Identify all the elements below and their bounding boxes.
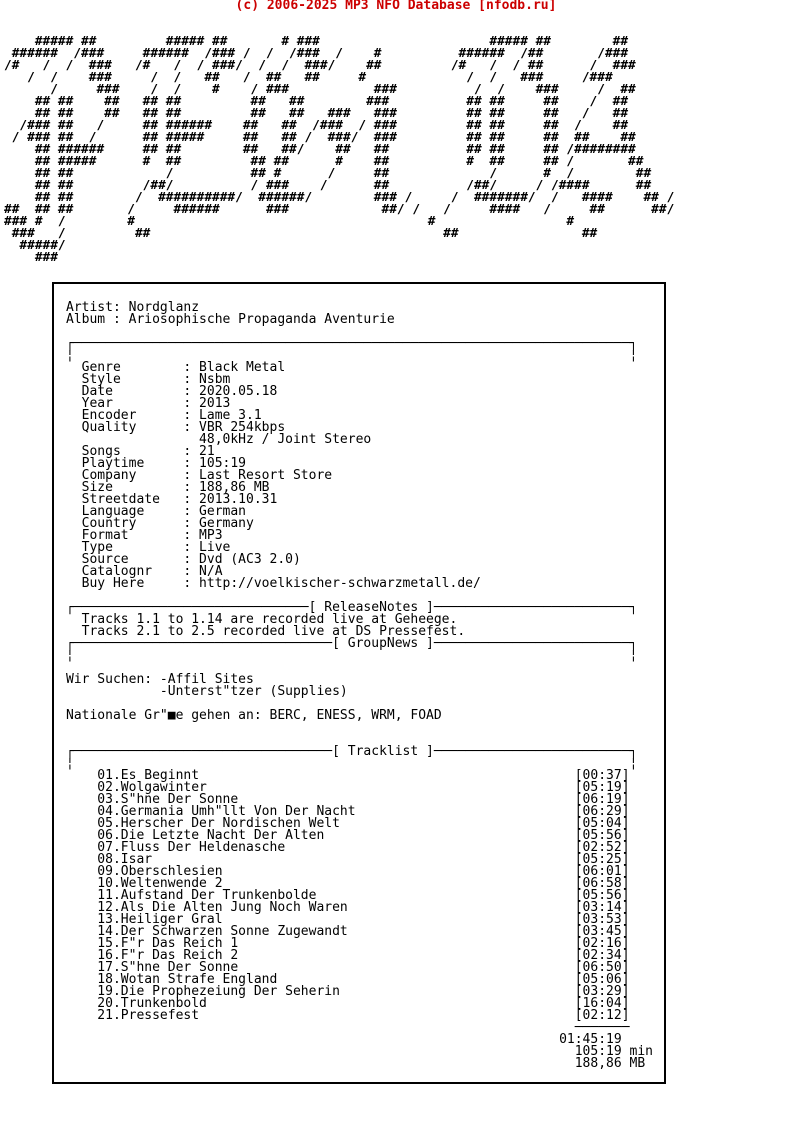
tracklist-header: ┌─────────────────────────────────[ Tracklist ]─────────────────────────┐: [66, 744, 638, 759]
info-box-top: ┌───────────────────────────────────────────────────────────────────────┐: [66, 336, 638, 351]
track-line: 18.Wotan Strafe England [05:06]: [66, 972, 630, 987]
releasenotes-line: Tracks 1.1 to 1.14 are recorded live at Geheege.: [66, 612, 458, 627]
info-line-language: Language : German: [66, 504, 247, 519]
track-line: 05.Herscher Der Nordischen Welt [05:04]: [66, 816, 630, 831]
groupnews-line: Nationale Gr"■e gehen an: BERC, ENESS, WRM, FOAD: [66, 708, 442, 723]
info-line-encoder: Encoder : Lame 3.1: [66, 408, 262, 423]
site-credit-header: (c) 2006-2025 MP3 NFO Database [nfodb.ru]: [235, 0, 557, 13]
groupnews-box-side: ¦ ¦: [66, 648, 638, 663]
track-line: 12.Als Die Alten Jung Noch Waren [03:14]: [66, 900, 630, 915]
track-line: 21.Pressefest [02:12]: [66, 1008, 630, 1023]
groupnews-line: -Unterst"tzer (Supplies): [66, 684, 348, 699]
info-line-type: Type : Live: [66, 540, 231, 555]
track-line: 10.Weltenwende 2 [06:58]: [66, 876, 630, 891]
info-box-side: ¦ ¦: [66, 348, 638, 363]
info-line-catalognr: Catalognr : N/A: [66, 564, 223, 579]
info-line-format: Format : MP3: [66, 528, 223, 543]
track-line: 11.Aufstand Der Trunkenbolde [05:56]: [66, 888, 630, 903]
ascii-art-logo: ##### ## ##### ## # ### ##### ## ## ###### /### ###### /### / / /### / # ###### /## /### /# / / ### /# / / ###/ / / ###/ ## /# / / ## / ### / / ### / / ## / ## ## # / / ### /### / ### / / # / ### ### / / ### / ## ## ## ## ## ## ## ## ### ## ## ## / ## ## ## ## ## ## ## ## ### ### ## ## ## / ## /### ## / ## ###### ## ## /### / ### ## ## ## / ## / ### ## / ## ##### ## ## / ###/ ### ## ## ## ## ## ## ###### ## ## ## ##/ ## ## ## ## ## /######## ## ##### # ## ## ## # ## # ## ## / ## ## ## / ## # / ## / # / ## ## ## /##/ / ### / ## /##/ / /#### ## ## ## / ##########/ ######/ ### / / #######/ / #### ## / ## ## ## / ###### ### ##/ / / #### / ## ##/ ### # / # # # ### / ## ## ## #####/ ###: [4, 34, 675, 265]
info-line-genre: Genre : Black Metal: [66, 360, 286, 375]
track-line: 03.S"hne Der Sonne [06:19]: [66, 792, 630, 807]
track-line: 01.Es Beginnt [00:37]: [66, 768, 630, 783]
track-line: 08.Isar [05:25]: [66, 852, 630, 867]
info-line-date: Date : 2020.05.18: [66, 384, 278, 399]
nfo-panel: [52, 282, 666, 1084]
track-line: 07.Fluss Der Heldenasche [02:52]: [66, 840, 630, 855]
info-line-songs: Songs : 21: [66, 444, 215, 459]
releasenotes-header: ┌──────────────────────────────[ ReleaseNotes ]─────────────────────────┐: [66, 600, 638, 615]
track-line: 17.S"hne Der Sonne [06:50]: [66, 960, 630, 975]
total-time: 01:45:19: [66, 1032, 622, 1047]
track-line: 20.Trunkenbold [16:04]: [66, 996, 630, 1011]
info-line-year: Year : 2013: [66, 396, 231, 411]
total-minutes: 105:19 min: [66, 1044, 653, 1059]
total-rule: ───────: [66, 1020, 630, 1035]
releasenotes-line: Tracks 2.1 to 2.5 recorded live at DS Pressefest.: [66, 624, 466, 639]
groupnews-header: ┌─────────────────────────────────[ GroupNews ]─────────────────────────┐: [66, 636, 638, 651]
info-line-style: Style : Nsbm: [66, 372, 231, 387]
track-line: 14.Der Schwarzen Sonne Zugewandt [03:45]: [66, 924, 630, 939]
info-line-source: Source : Dvd (AC3 2.0): [66, 552, 301, 567]
total-size: 188,86 MB: [66, 1056, 646, 1071]
info-line-quality: Quality : VBR 254kbps: [66, 420, 286, 435]
info-line-company: Company : Last Resort Store: [66, 468, 333, 483]
track-line: 15.F"r Das Reich 1 [02:16]: [66, 936, 630, 951]
track-line: 16.F"r Das Reich 2 [02:34]: [66, 948, 630, 963]
info-line-country: Country : Germany: [66, 516, 254, 531]
info-line-playtime: Playtime : 105:19: [66, 456, 247, 471]
info-line-streetdate: Streetdate : 2013.10.31: [66, 492, 278, 507]
info-line-buy-here: Buy Here : http://voelkischer-schwarzmetall.de/: [66, 576, 481, 591]
tracklist-box-side: ¦ ¦: [66, 756, 638, 771]
track-line: 09.Oberschlesien [06:01]: [66, 864, 630, 879]
info-line-quality-detail: 48,0kHz / Joint Stereo: [66, 432, 372, 447]
groupnews-line: Wir Suchen: -Affil Sites: [66, 672, 254, 687]
track-line: 19.Die Prophezeiung Der Seherin [03:29]: [66, 984, 630, 999]
info-line-size: Size : 188,86 MB: [66, 480, 270, 495]
artist-line: Artist: Nordglanz: [66, 300, 200, 315]
track-line: 13.Heiliger Gral [03:53]: [66, 912, 630, 927]
album-line: Album : Ariosophische Propaganda Aventurie: [66, 312, 395, 327]
track-line: 02.Wolgawinter [05:19]: [66, 780, 630, 795]
track-line: 04.Germania Umh"llt Von Der Nacht [06:29]: [66, 804, 630, 819]
nfo-text: [66, 302, 653, 1070]
track-line: 06.Die Letzte Nacht Der Alten [05:56]: [66, 828, 630, 843]
